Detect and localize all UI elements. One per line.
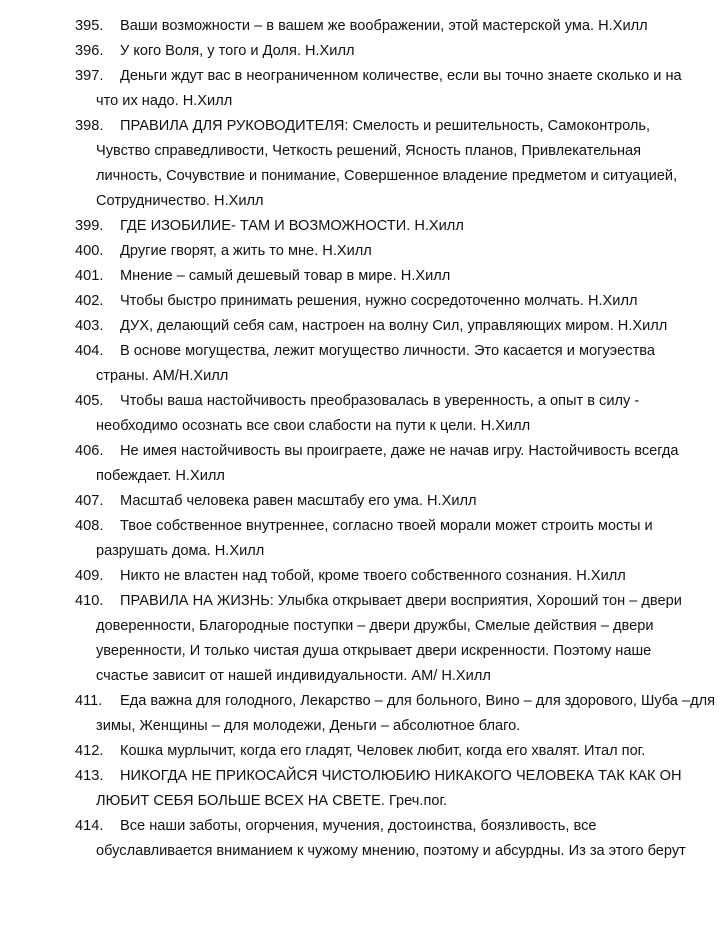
item-text-line: ПРАВИЛА НА ЖИЗНЬ: Улыбка открывает двери восприятия, Хороший тон – двери (120, 593, 682, 609)
item-text-line: побеждает. Н.Хилл (96, 468, 225, 484)
list-item (75, 39, 708, 64)
list-item (75, 114, 708, 214)
item-number: 405. (75, 393, 104, 409)
item-number: 414. (75, 818, 104, 834)
list-item (75, 389, 708, 439)
item-text-line: У кого Воля, у того и Доля. Н.Хилл (120, 43, 355, 59)
item-number: 406. (75, 443, 104, 459)
item-text-line: Ваши возможности – в вашем же воображении, этой мастерской ума. Н.Хилл (120, 18, 648, 34)
item-text-line: Деньги ждут вас в неограниченном количестве, если вы точно знаете сколько и на (120, 68, 682, 84)
item-number: 401. (75, 268, 104, 284)
item-number: 400. (75, 243, 104, 259)
item-text-line: Еда важна для голодного, Лекарство – для больного, Вино – для здорового, Шуба –для (120, 693, 716, 709)
item-text-line: Твое собственное внутреннее, согласно твоей морали может строить мосты и (120, 518, 653, 534)
list-item (75, 214, 708, 239)
item-number: 404. (75, 343, 104, 359)
item-text-line: Другие гворят, а жить то мне. Н.Хилл (120, 243, 372, 259)
item-text-line: Сотрудничество. Н.Хилл (96, 193, 264, 209)
item-text-line: ПРАВИЛА ДЛЯ РУКОВОДИТЕЛЯ: Смелость и решительность, Самоконтроль, (120, 118, 651, 134)
item-text-line: Кошка мурлычит, когда его гладят, Человек любит, когда его хвалят. Итал пог. (120, 743, 646, 759)
item-text-line: зимы, Женщины – для молодежи, Деньги – абсолютное благо. (96, 718, 521, 734)
item-text-line: ДУХ, делающий себя сам, настроен на волну Сил, управляющих миром. Н.Хилл (120, 318, 668, 334)
item-number: 395. (75, 18, 104, 34)
item-text-line: Все наши заботы, огорчения, мучения, достоинства, боязливость, все (120, 818, 597, 834)
item-text-line: доверенности, Благородные поступки – двери дружбы, Смелые действия – двери (96, 618, 654, 634)
list-item (75, 239, 708, 264)
list-item (75, 289, 708, 314)
item-text-line: Чувство справедливости, Четкость решений, Ясность планов, Привлекательная (96, 143, 642, 159)
list-item (75, 489, 708, 514)
item-number: 408. (75, 518, 104, 534)
item-text-line: Мнение – самый дешевый товар в мире. Н.Хилл (120, 268, 451, 284)
item-text-line: счастье зависит от нашей индивидуальности. АМ/ Н.Хилл (96, 668, 491, 684)
list-item (75, 339, 708, 389)
list-item (75, 589, 708, 689)
item-number: 396. (75, 43, 104, 59)
list-item (75, 689, 716, 739)
item-text-line: личность, Сочувствие и понимание, Совершенное владение предметом и ситуацией, (96, 168, 678, 184)
list-item (75, 439, 708, 489)
item-text-line: Чтобы быстро принимать решения, нужно сосредоточенно молчать. Н.Хилл (120, 293, 638, 309)
item-number: 412. (75, 743, 104, 759)
item-text-line: Никто не властен над тобой, кроме твоего собственного сознания. Н.Хилл (120, 568, 626, 584)
item-text-line: Чтобы ваша настойчивость преобразовалась в уверенность, а опыт в силу - (120, 393, 640, 409)
item-number: 402. (75, 293, 104, 309)
item-text-line: страны. АМ/Н.Хилл (96, 368, 229, 384)
list-item (75, 314, 708, 339)
item-text-line: ЛЮБИТ СЕБЯ БОЛЬШЕ ВСЕХ НА СВЕТЕ. Греч.пог. (96, 793, 448, 809)
item-number: 397. (75, 68, 104, 84)
item-number: 409. (75, 568, 104, 584)
list-item (75, 514, 708, 564)
list-item (75, 264, 708, 289)
item-text-line: что их надо. Н.Хилл (96, 93, 233, 109)
list-item (75, 739, 708, 764)
item-text-line: необходимо осознать все свои слабости на пути к цели. Н.Хилл (96, 418, 531, 434)
list-item (75, 64, 708, 114)
item-text-line: разрушать дома. Н.Хилл (96, 543, 265, 559)
item-number: 410. (75, 593, 104, 609)
item-text-line: обуславливается вниманием к чужому мнению, поэтому и абсурдны. Из за этого берут (96, 843, 686, 859)
item-text-line: уверенности, И только чистая душа открывает двери искренности. Поэтому наше (96, 643, 652, 659)
item-text-line: ГДЕ ИЗОБИЛИЕ- ТАМ И ВОЗМОЖНОСТИ. Н.Хилл (120, 218, 464, 234)
item-text-line: Не имея настойчивость вы проиграете, даже не начав игру. Настойчивость всегда (120, 443, 679, 459)
list-item (75, 814, 708, 864)
item-number: 407. (75, 493, 104, 509)
item-number: 411. (75, 693, 103, 709)
item-number: 398. (75, 118, 104, 134)
item-number: 403. (75, 318, 104, 334)
list-item (75, 14, 708, 39)
item-number: 413. (75, 768, 104, 784)
item-text-line: Масштаб человека равен масштабу его ума. Н.Хилл (120, 493, 477, 509)
item-text-line: В основе могущества, лежит могущество личности. Это касается и могуэества (120, 343, 655, 359)
list-item (75, 764, 708, 814)
list-item (75, 564, 708, 589)
item-text-line: НИКОГДА НЕ ПРИКОСАЙСЯ ЧИСТОЛЮБИЮ НИКАКОГО ЧЕЛОВЕКА ТАК КАК ОН (120, 768, 682, 784)
item-number: 399. (75, 218, 104, 234)
